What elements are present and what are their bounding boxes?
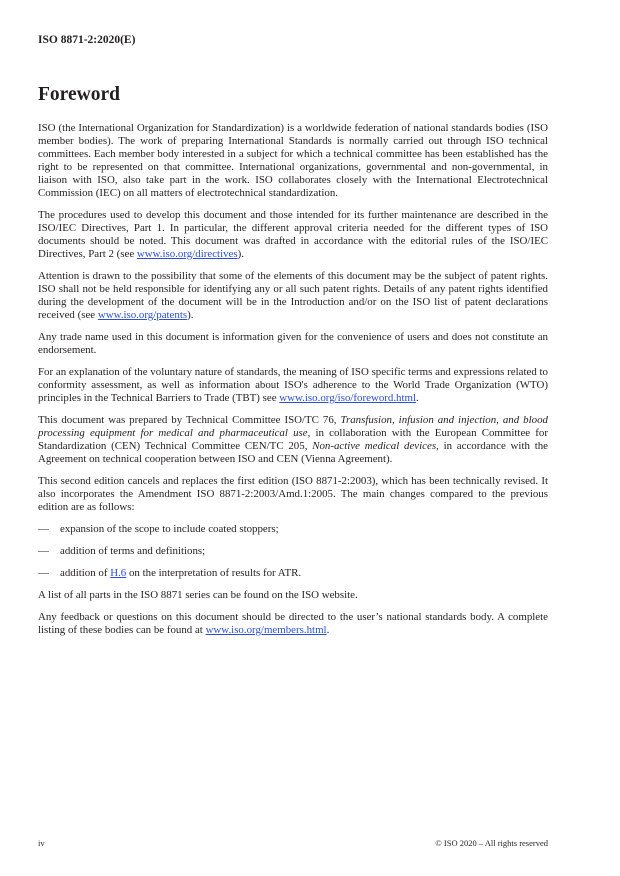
members-link[interactable]: www.iso.org/members.html	[205, 624, 327, 636]
committee-title: Transfusion, infusion and injection, and blood processing equipment for medical and pharmaceutical use	[38, 414, 548, 439]
paragraph-iso-intro: ISO (the International Organization for Standardization) is a worldwide federation of national standards bodies (ISO member bodies). The work of preparing International Standards is normally carried out through ISO technical committees. Each member body interested in a subject for which a technical committee has been established has the right to be represented on that committee. International organizations, governmental and non-governmental, in liaison with ISO, also take part in the work. ISO collaborates closely with the International Electrotechnical Commission (IEC) on all matters of electrotechnical standardization.	[38, 122, 548, 199]
text: The procedures used to develop this document and those intended for its further maintenance are described in the ISO/IEC Directives, Part 1. In particular, the different approval criteria needed for the different types of ISO documents should be noted. This document was drafted in accordance with the editorial rules of the ISO/IEC Directives, Part 2 (see	[38, 209, 548, 260]
text: , in accordance with the Agreement on technical cooperation between ISO and CEN (Vienna Agreement).	[38, 440, 548, 465]
text: This document was prepared by Technical Committee ISO/TC 76,	[38, 414, 341, 426]
list-item-text	[60, 567, 301, 580]
text: addition of	[60, 567, 111, 579]
list-item-text: expansion of the scope to include coated stoppers;	[60, 523, 279, 535]
list-dash: —	[38, 545, 49, 557]
text: ).	[187, 309, 194, 321]
paragraph-trade-name: Any trade name used in this document is information given for the convenience of users and does not constitute an endorsement.	[38, 331, 548, 356]
paragraph-feedback	[38, 611, 548, 637]
text: Attention is drawn to the possibility that some of the elements of this document may be the subject of patent rights. ISO shall not be held responsible for identifying any or all such patent rights. Details of any patent rights identified during the development of the document will be in the Introduction and/or on the ISO list of patent declarations received (see	[38, 270, 548, 321]
text: Any feedback or questions on this document should be directed to the user’s national standards body. A complete listing of these bodies can be found at	[38, 611, 548, 636]
list-dash: —	[38, 567, 49, 579]
paragraph-committee	[38, 414, 548, 466]
paragraph-patents	[38, 270, 548, 322]
paragraph-series: A list of all parts in the ISO 8871 series can be found on the ISO website.	[38, 589, 358, 601]
page-title: Foreword	[38, 84, 120, 105]
document-id-header: ISO 8871-2:2020(E)	[38, 34, 136, 46]
text: , in collaboration with the European Committee for Standardization (CEN) Technical Committee CEN/TC 205,	[38, 427, 548, 452]
list-item	[38, 545, 548, 558]
page-footer	[38, 838, 548, 848]
text: on the interpretation of results for ATR.	[126, 567, 302, 579]
directives-link[interactable]: www.iso.org/directives	[136, 248, 238, 260]
foreword-body	[38, 122, 548, 646]
h6-link[interactable]: H.6	[110, 567, 127, 579]
paragraph-procedures	[38, 209, 548, 261]
list-item-text: addition of terms and definitions;	[60, 545, 206, 557]
text: For an explanation of the voluntary nature of standards, the meaning of ISO specific terms and expressions related to conformity assessment, as well as information about ISO's adherence to the World Trade Organization (WTO) principles in the Technical Barriers to Trade (TBT) see	[38, 366, 548, 404]
cen-committee-title: Non-active medical devices	[312, 440, 437, 452]
list-item	[38, 567, 548, 580]
paragraph-voluntary-nature	[38, 366, 548, 405]
text: ).	[237, 248, 244, 260]
foreword-link[interactable]: www.iso.org/iso/foreword.html	[279, 392, 417, 404]
paragraph-edition: This second edition cancels and replaces the first edition (ISO 8871-2:2003), which has been technically revised. It also incorporates the Amendment ISO 8871-2:2003/Amd.1:2005. The main changes compared to the previous edition are as follows:	[38, 475, 548, 513]
list-item	[38, 523, 548, 536]
text: .	[416, 392, 419, 404]
copyright-notice: © ISO 2020 – All rights reserved	[435, 838, 548, 848]
page-number: iv	[38, 838, 45, 848]
text: .	[326, 624, 330, 636]
patents-link[interactable]: www.iso.org/patents	[97, 309, 188, 321]
list-dash: —	[38, 523, 49, 535]
